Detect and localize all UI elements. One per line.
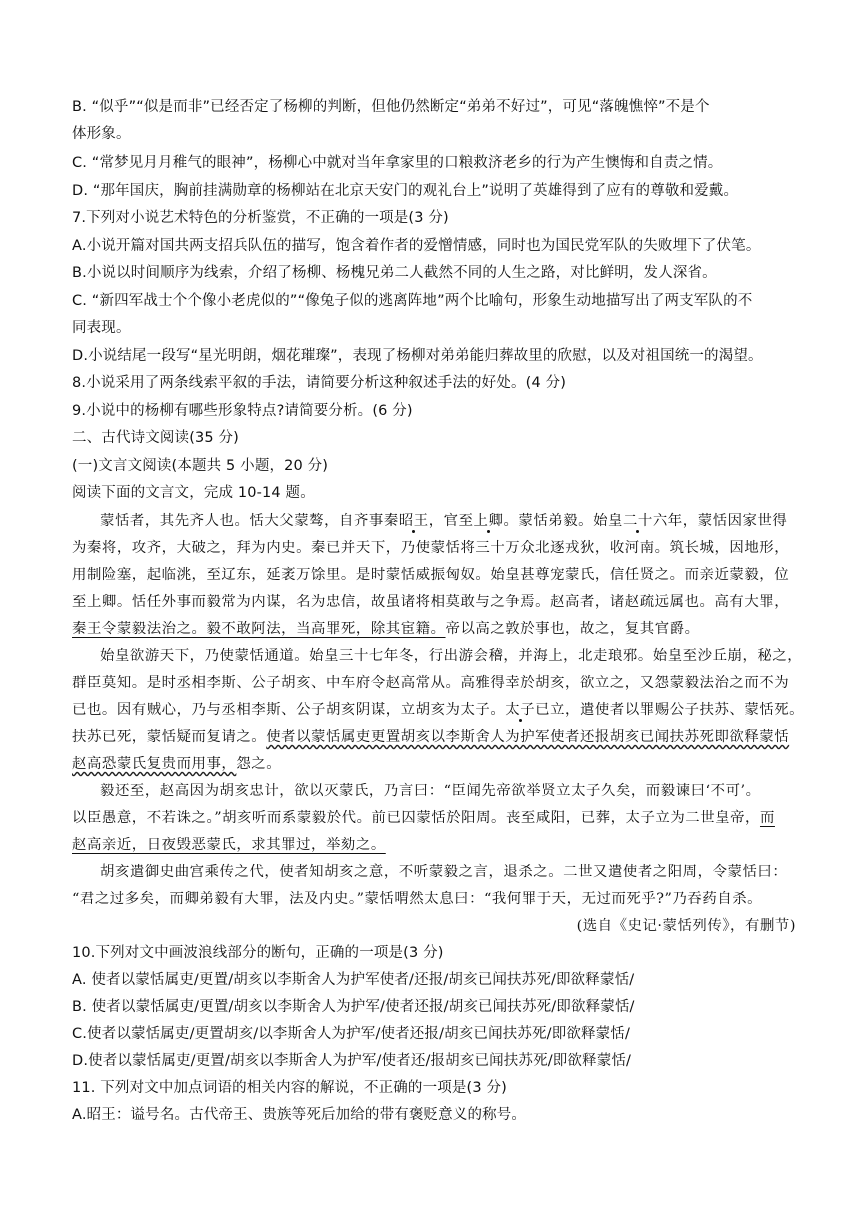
underlined-sentence: 赵高亲近，日夜毁恶蒙氏，求其罪过，举劾之。 — [72, 837, 386, 853]
q10-option-c: C.使者以蒙恬属吏/更置胡亥/以李斯舍人为护军/使者还报/胡亥已闻扶苏死/即欲释蒙恬/ — [72, 1026, 630, 1042]
passage-p2-line2: 群臣莫知。是时丞相李斯、公子胡亥、中车府令赵高常从。高雅得幸於胡亥，欲立之，又怨蒙毅法治之而不为 — [72, 675, 790, 691]
q10-stem: 10.下列对文中画波浪线部分的断句，正确的一项是(3 分) — [72, 945, 444, 961]
passage-text: ，蒙恬因家世得 — [682, 513, 788, 529]
q7-option-b: B.小说以时间顺序为线索，介绍了杨柳、杨槐兄弟二人截然不同的人生之路，对比鲜明，发人深省。 — [72, 265, 717, 281]
passage-p2-line1: 始皇欲游天下，乃使蒙恬通道。始皇三十七年冬，行出游会稽，并海上，北走琅邪。始皇至沙丘崩，秘之， — [100, 648, 803, 664]
passage-p4-line1: 胡亥遣御史曲宫乘传之代，使者知胡亥之意，不听蒙毅之言，退杀之。二世又遣使者之阳周，令蒙恬曰： — [100, 864, 788, 880]
q7-stem: 7.下列对小说艺术特色的分析鉴赏，不正确的一项是(3 分) — [72, 210, 449, 226]
passage-p3-line1: 毅还至，赵高因为胡亥忠计，欲以灭蒙氏，乃言曰：“臣闻先帝欲举贤立太子久矣，而毅谏曰‘不可’。 — [100, 783, 761, 799]
passage-source: (选自《史记·蒙恬列传》，有删节) — [576, 918, 796, 934]
passage-text: 扶苏已死，蒙恬疑而复请之。 — [72, 729, 267, 745]
section-title: 二、古代诗文阅读(35 分) — [72, 430, 239, 446]
dotted-term-shihuang-year: 始皇二十六年 — [593, 513, 683, 529]
dotted-term-shangqing: 上卿 — [473, 513, 504, 529]
wavy-underlined-sentence-end: 赵高恐蒙氏复贵而用事， — [72, 756, 237, 772]
q6-option-d: D. “那年国庆，胸前挂满勋章的杨柳站在北京天安门的观礼台上”说明了英雄得到了应有的尊敬和爱戴。 — [72, 183, 739, 199]
q11-stem: 11. 下列对文中加点词语的相关内容的解说，不正确的一项是(3 分) — [72, 1080, 507, 1096]
subsection-title: (一)文言文阅读(本题共 5 小题，20 分) — [72, 458, 329, 474]
q8-stem: 8.小说采用了两条线索平叙的手法，请简要分析这种叙述手法的好处。(4 分) — [72, 375, 567, 391]
passage-p4-line2: “君之过多矣，而卿弟毅有大罪，法及内史。”蒙恬喟然太息曰：“我何罪于天，无过而死乎?”乃吞药自杀。 — [72, 891, 763, 907]
underlined-sentence: 秦王令蒙毅法治之。毅不敢阿法，当高罪死，除其宦籍。 — [72, 621, 446, 637]
passage-p2-line4 — [72, 727, 796, 747]
wavy-underlined-sentence: 使者以蒙恬属吏更置胡亥以李斯舍人为护军使者还报胡亥已闻扶苏死即欲释蒙恬 — [266, 729, 790, 745]
reading-instruction: 阅读下面的文言文，完成 10-14 题。 — [72, 485, 315, 501]
underlined-sentence-start: 而 — [759, 810, 775, 826]
passage-p1-line4: 至上卿。恬任外事而毅常为内谋，名为忠信，故虽诸将相莫敢与之争焉。赵高者，诸赵疏远属也。高有大罪， — [72, 594, 790, 610]
passage-p1-line2: 为秦将，攻齐，大破之，拜为内史。秦已并天下，乃使蒙恬将三十万众北逐戎狄，收河南。筑长城，因地形， — [72, 540, 790, 556]
q10-option-d: D.使者以蒙恬属吏/更置/胡亥以李斯舍人为护军/使者还/报胡亥已闻扶苏死/即欲释蒙恬/ — [72, 1053, 632, 1069]
q7-option-c-line1: C. “新四军战士个个像小老虎似的”“像兔子似的逃离阵地”两个比喻句，形象生动地描写出了两支军队的不 — [72, 293, 753, 309]
q10-option-b: B. 使者以蒙恬属吏/更置/胡亥以李斯舍人为护军/使者还报/胡亥已闻扶苏死/即欲释蒙恬/ — [72, 999, 635, 1015]
passage-p2-line3 — [72, 700, 805, 720]
passage-text: 已立，遣使者以罪赐公子扶苏、蒙恬死。 — [535, 702, 805, 718]
passage-text: 以臣愚意，不若诛之。”胡亥听而系蒙毅於代。前已囚蒙恬於阳周。丧至咸阳，已葬，太子立为二世皇帝， — [72, 810, 760, 826]
passage-text: ，官至 — [428, 513, 474, 529]
q7-option-c-line2: 同表现。 — [72, 320, 131, 336]
passage-text: 帝以高之敦於事也，故之，复其官爵。 — [445, 621, 700, 637]
q6-option-b-line2: 体形象。 — [72, 126, 131, 142]
passage-p2-line5 — [72, 754, 796, 774]
passage-text: 已也。因有贼心，乃与丞相李斯、公子胡亥阴谋，立胡亥为太子。 — [72, 702, 506, 718]
q7-option-d: D.小说结尾一段写“星光明朗，烟花璀璨”，表现了杨柳对弟弟能归葬故里的欣慰，以及对祖国统一的渴望。 — [72, 348, 763, 364]
passage-p3-line2 — [72, 808, 796, 828]
passage-p3-line3 — [72, 835, 796, 855]
passage-text: 蒙恬者，其先齐人也。恬大父蒙骜，自齐事秦 — [100, 513, 399, 529]
passage-text: 。蒙恬弟毅。 — [503, 513, 594, 529]
dotted-term-zhaowang: 昭王 — [398, 513, 429, 529]
q6-option-b-line1: B. “似乎”“似是而非”已经否定了杨柳的判断，但他仍然断定“弟弟不好过”，可见“落魄憔悴”不是个 — [72, 99, 710, 115]
dotted-term-taizi: 太子 — [505, 702, 536, 718]
q7-option-a: A.小说开篇对国共两支招兵队伍的描写，饱含着作者的爱憎情感，同时也为国民党军队的失败埋下了伏笔。 — [72, 238, 761, 254]
passage-p1-line5 — [72, 619, 796, 639]
passage-p1-line3: 用制险塞，起临洮，至辽东，延袤万馀里。是时蒙恬威振匈奴。始皇甚尊宠蒙氏，信任贤之。而亲近蒙毅，位 — [72, 567, 790, 583]
passage-p1-line1 — [100, 511, 796, 531]
q9-stem: 9.小说中的杨柳有哪些形象特点?请简要分析。(6 分) — [72, 403, 413, 419]
passage-text: 怨之。 — [236, 756, 282, 772]
q10-option-a: A. 使者以蒙恬属吏/更置/胡亥以李斯舍人为护军使者/还报/胡亥已闻扶苏死/即欲释蒙恬/ — [72, 972, 635, 988]
q11-option-a: A.昭王：谥号名。古代帝王、贵族等死后加给的带有褒贬意义的称号。 — [72, 1107, 527, 1123]
q6-option-c: C. “常梦见月月稚气的眼神”，杨柳心中就对当年拿家里的口粮救济老乡的行为产生懊悔和自责之情。 — [72, 155, 723, 171]
